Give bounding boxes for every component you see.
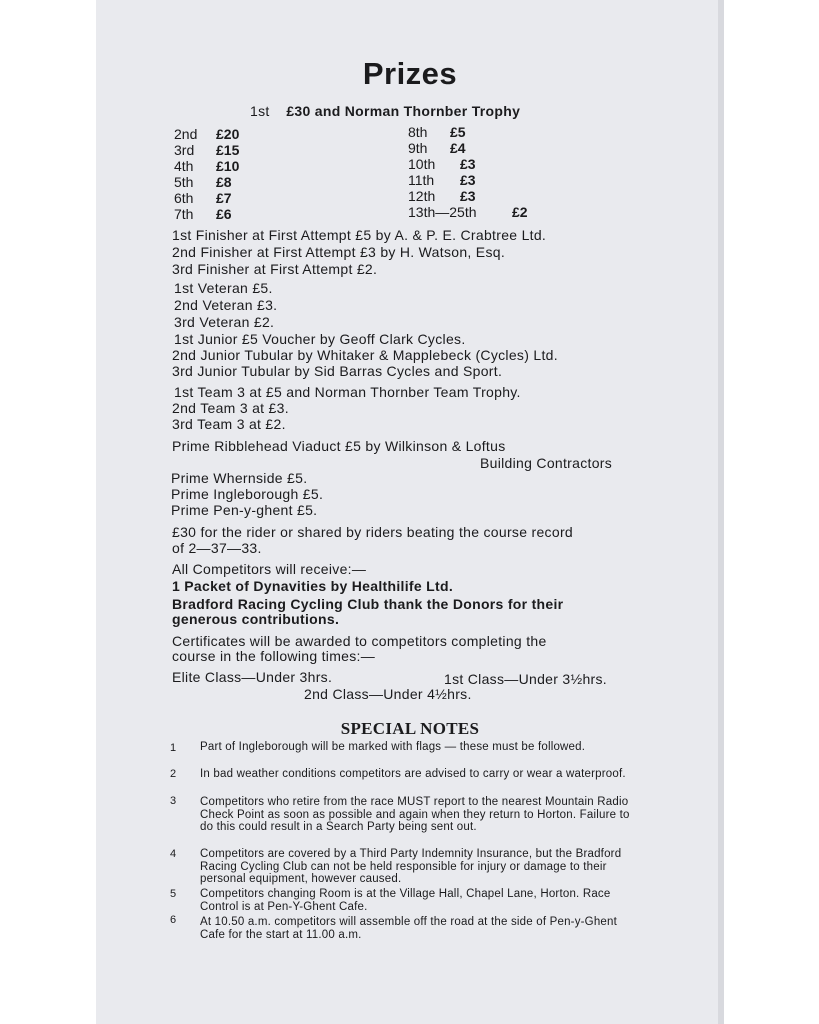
veteran-line: 3rd Veteran £2. bbox=[174, 314, 275, 330]
first-prize-text: £30 and Norman Thornber Trophy bbox=[286, 103, 521, 119]
place-label: 2nd bbox=[174, 126, 198, 142]
first-class: 1st Class—Under 3½hrs. bbox=[444, 671, 607, 687]
finisher-line: 1st Finisher at First Attempt £5 by A. & P. E. Crabtree Ltd. bbox=[172, 227, 547, 243]
thanks-line: generous contributions. bbox=[172, 611, 340, 627]
second-class: 2nd Class—Under 4½hrs. bbox=[304, 686, 472, 702]
prize-row bbox=[408, 172, 476, 188]
note-text: Competitors changing Room is at the Village Hall, Chapel Lane, Horton. Race Control is at Pen-Y-Ghent Cafe. bbox=[200, 888, 611, 913]
place-amount: £4 bbox=[450, 140, 466, 156]
finisher-line: 2nd Finisher at First Attempt £3 by H. Watson, Esq. bbox=[172, 244, 506, 260]
place-amount: £2 bbox=[512, 204, 528, 220]
note-text: Part of Ingleborough will be marked with flags — these must be followed. bbox=[200, 741, 586, 753]
team-line: 2nd Team 3 at £3. bbox=[172, 400, 289, 416]
prime-viaduct: Prime Ribblehead Viaduct £5 by Wilkinson & Loftus bbox=[172, 438, 506, 454]
elite-class: Elite Class—Under 3hrs. bbox=[172, 669, 333, 685]
prize-row bbox=[408, 140, 466, 156]
place-amount: £8 bbox=[216, 174, 232, 190]
note-text: At 10.50 a.m. competitors will assemble off the road at the side of Pen-y-Ghent Cafe for the start at 11.00 a.m. bbox=[200, 916, 618, 941]
place-amount: £5 bbox=[450, 124, 466, 140]
place-label: 4th bbox=[174, 158, 194, 174]
certificates-line: course in the following times:— bbox=[172, 648, 376, 664]
place-amount: £7 bbox=[216, 190, 232, 206]
place-amount: £10 bbox=[216, 158, 240, 174]
note-number: 5 bbox=[170, 888, 177, 900]
place-label: 12th bbox=[408, 188, 436, 204]
place-label: 3rd bbox=[174, 142, 195, 158]
junior-line: 3rd Junior Tubular by Sid Barras Cycles and Sport. bbox=[172, 363, 503, 379]
place-label: 6th bbox=[174, 190, 194, 206]
prime-line: Prime Whernside £5. bbox=[171, 470, 308, 486]
prime-viaduct-sponsor: Building Contractors bbox=[480, 455, 613, 471]
prize-row bbox=[408, 204, 528, 220]
place-amount: £20 bbox=[216, 126, 240, 142]
place-label: 10th bbox=[408, 156, 436, 172]
prize-row bbox=[408, 124, 466, 140]
note-number: 2 bbox=[170, 768, 177, 780]
programme-page bbox=[96, 0, 724, 1024]
place-label: 5th bbox=[174, 174, 194, 190]
team-line: 1st Team 3 at £5 and Norman Thornber Team Trophy. bbox=[174, 384, 521, 400]
note-number: 1 bbox=[170, 742, 177, 754]
team-line: 3rd Team 3 at £2. bbox=[172, 416, 286, 432]
note-number: 4 bbox=[170, 848, 177, 860]
finisher-line: 3rd Finisher at First Attempt £2. bbox=[172, 261, 378, 277]
place-amount: £6 bbox=[216, 206, 232, 222]
prime-line: Prime Ingleborough £5. bbox=[171, 486, 324, 502]
veteran-line: 1st Veteran £5. bbox=[174, 280, 273, 296]
place-label: 9th bbox=[408, 140, 428, 156]
prize-row bbox=[174, 126, 239, 142]
place-amount: £3 bbox=[460, 188, 476, 204]
place-label: 11th bbox=[408, 172, 435, 188]
page-title: Prizes bbox=[362, 56, 458, 91]
record-line: £30 for the rider or shared by riders beating the course record bbox=[172, 524, 573, 540]
place-amount: £3 bbox=[460, 172, 476, 188]
thanks-line: Bradford Racing Cycling Club thank the Donors for their bbox=[172, 596, 564, 612]
dynavities-line: 1 Packet of Dynavities by Healthilife Ltd. bbox=[172, 578, 454, 594]
junior-line: 2nd Junior Tubular by Whitaker & Mapplebeck (Cycles) Ltd. bbox=[172, 347, 558, 363]
record-line: of 2—37—33. bbox=[172, 540, 262, 556]
special-notes-heading: SPECIAL NOTES bbox=[340, 719, 480, 738]
note-number: 6 bbox=[170, 914, 177, 926]
prime-line: Prime Pen-y-ghent £5. bbox=[171, 502, 318, 518]
prize-row bbox=[174, 142, 239, 158]
certificates-line: Certificates will be awarded to competitors completing the bbox=[172, 633, 547, 649]
place-amount: £3 bbox=[460, 156, 476, 172]
prize-row bbox=[408, 156, 476, 172]
note-text: Competitors who retire from the race MUST report to the nearest Mountain Radio Check Point as soon as possible and again when they return to Horton. Failure to do this could result in a Search Party being sent out. bbox=[200, 796, 630, 833]
junior-line: 1st Junior £5 Voucher by Geoff Clark Cycles. bbox=[174, 331, 466, 347]
prize-row bbox=[174, 206, 232, 222]
place-label: 8th bbox=[408, 124, 428, 140]
prize-row bbox=[174, 190, 232, 206]
note-number: 3 bbox=[170, 795, 177, 807]
place-label: 7th bbox=[174, 206, 194, 222]
first-prize bbox=[250, 103, 520, 119]
place-amount: £15 bbox=[216, 142, 240, 158]
prize-row bbox=[174, 158, 239, 174]
veteran-line: 2nd Veteran £3. bbox=[174, 297, 278, 313]
note-text: In bad weather conditions competitors are advised to carry or wear a waterproof. bbox=[200, 768, 626, 780]
place-label: 13th—25th bbox=[408, 204, 477, 220]
note-text: Competitors are covered by a Third Party Indemnity Insurance, but the Bradford Racing Cycling Club can not be held responsible for injury or damage to their personal equipment, however caused. bbox=[200, 848, 622, 885]
competitors-receive: All Competitors will receive:— bbox=[172, 561, 367, 577]
prize-row bbox=[408, 188, 476, 204]
prize-row bbox=[174, 174, 232, 190]
first-prize-pos: 1st bbox=[250, 103, 270, 119]
